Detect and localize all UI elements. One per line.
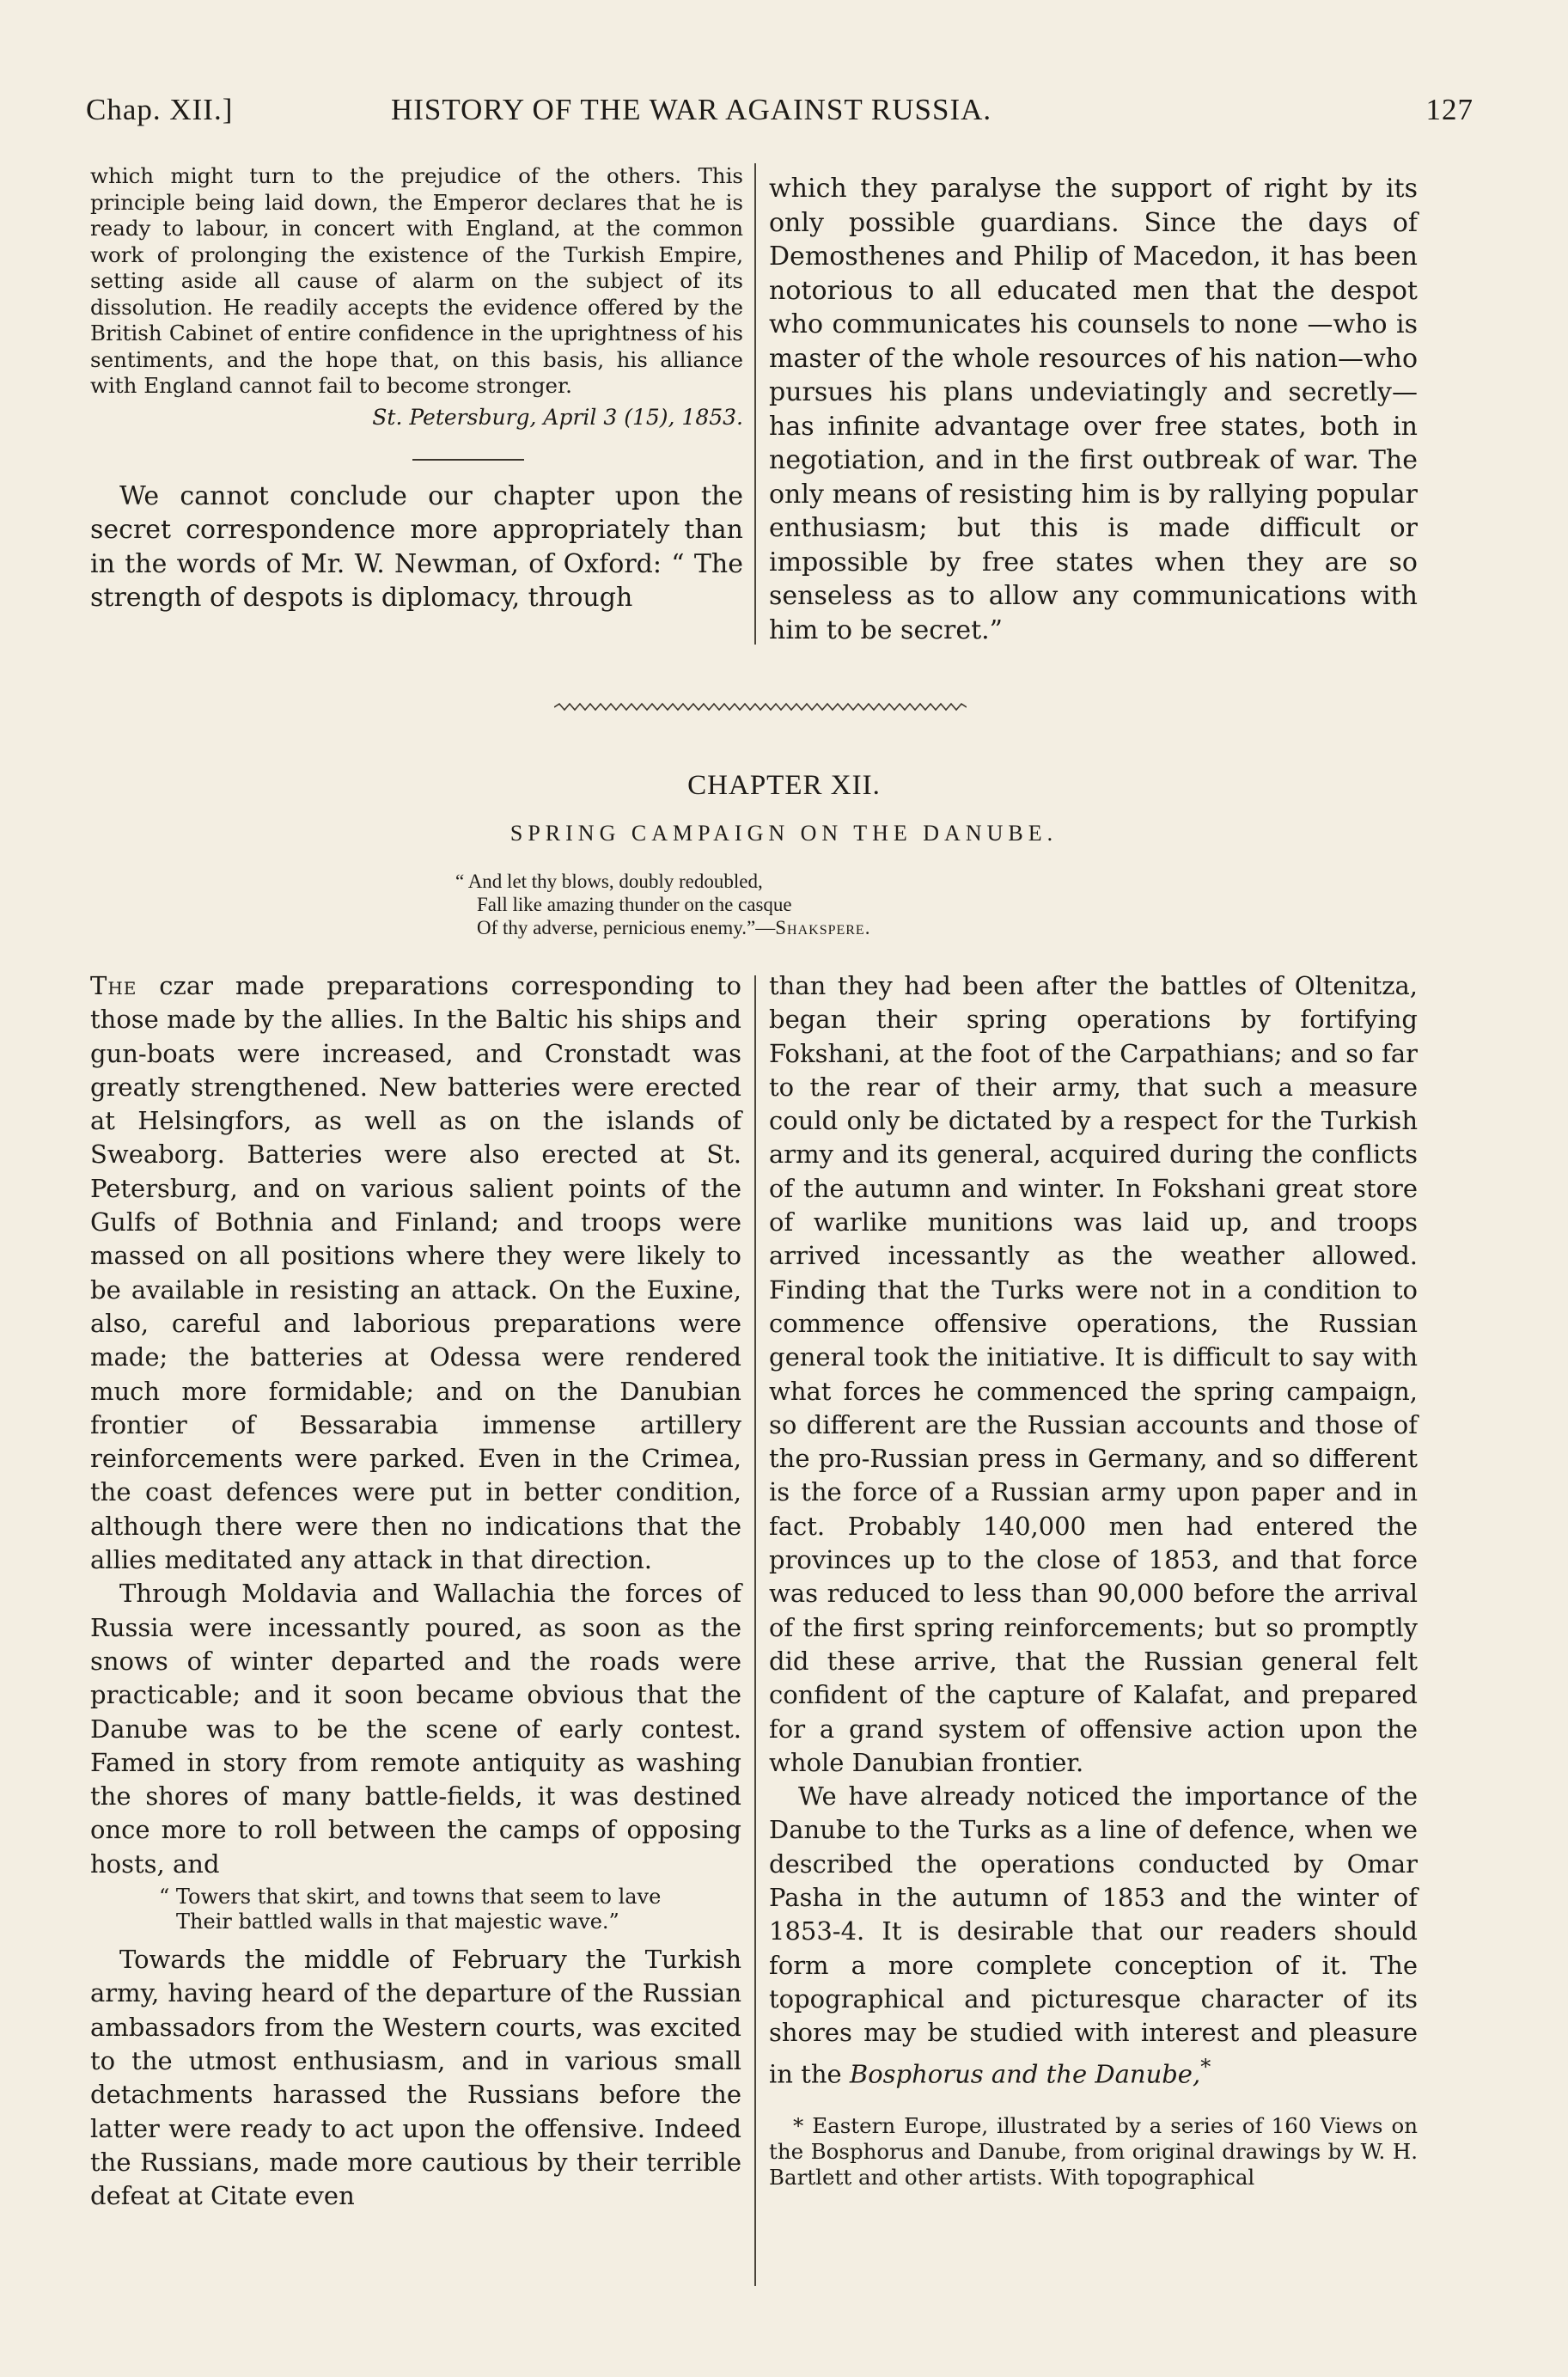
section-divider — [412, 459, 524, 461]
body-right-column — [769, 969, 1418, 2191]
paragraph: Through Moldavia and Wallachia the forces of Russia were incessantly poured, as soon as the snows of winter departed and the roads were practicable; and it soon became obvious that the Danube was to be the scene of early contest. Famed in story from remote antiquity as washing the shores of many battle-fields, it was destined once more to roll between the camps of opposing hosts, and — [90, 1579, 741, 1879]
paragraph — [90, 969, 741, 1577]
epigraph-line — [455, 916, 1143, 939]
verse-quote — [159, 1885, 741, 1934]
paragraph-text: czar made preparations corresponding to those made by the allies. In the Baltic his ships and gun-boats were increased, and Cronstadt was greatly strengthened. New batteries were erected at Helsingfors, as well as on the islands of Sweaborg. Batteries were also erected at St. Petersburg, and on various salient points of the Gulfs of Bothnia and Finland; and troops were massed on all positions where they were likely to be available in resisting an attack. On the Euxine, also, careful and laborious preparations were made; the batteries at Odessa were rendered much more formidable; and on the Danubian frontier of Bessarabia immense artillery reinforcements were parked. Even in the Crimea, the coast defences were put in better condition, although there were then no indications that the allies meditated any attack in that direction. — [90, 971, 742, 1575]
top-column-rule — [754, 163, 756, 645]
newman-quote-continued: which they paralyse the support of right by its only possible guardians. Since the days of Demosthenes and Philip of Macedon, it has been notorious to all educated men that the despot who communicates his counsels to none —who is master of the whole resources of his nation—who pursues his plans undeviatingly and secretly—has infinite advantage over free states, both in negotiation, and in the first outbreak of war. The only means of resisting him is by rallying popular enthusiasm; but this is made difficult or impossible by free states when they are so senseless as to allow any communications with him to be secret.” — [769, 174, 1418, 645]
chapter-number: CHAPTER XII. — [687, 770, 881, 801]
epigraph-line-text: Of thy adverse, pernicious enemy.”— — [477, 917, 776, 938]
conclusion-paragraph: We cannot conclude our chapter upon the secret correspondence more appropriately than in the words of Mr. W. Newman, of Oxford: “ The strength of despots is diplomacy, through — [90, 480, 743, 613]
chapter-subtitle: SPRING CAMPAIGN ON THE DANUBE. — [509, 821, 1059, 846]
chapter-reference: Chap. XII.] — [86, 93, 234, 126]
lead-word: The — [90, 971, 137, 1000]
running-head — [86, 93, 1473, 136]
dispatch-excerpt: which might turn to the prejudice of the others. This principle being laid down, the Emperor declares that he is ready to labour, in concert with England, at the common work of prolonging the existence of the Turkish Empire, setting aside all cause of alarm on the subject of its dissolution. He readily accepts the evidence offered by the British Cabinet of entire confidence in the uprightness of his sentiments, and the hope that, on this basis, his alliance with England cannot fail to become stronger. — [90, 163, 743, 398]
top-left-column — [90, 163, 743, 615]
epigraph-line: “ And let thy blows, doubly redoubled, — [455, 871, 763, 892]
paragraph: Towards the middle of February the Turkish army, having heard of the departure of the Russian ambassadors from the Western courts, was excited to the utmost enthusiasm, and in various small detachments harassed the Russians before the latter were ready to act upon the offensive. Indeed the Russians, made more cautious by their terrible defeat at Citate even — [90, 1945, 741, 2211]
paragraph — [769, 1780, 1418, 2091]
footnote: * Eastern Europe, illustrated by a series of 160 Views on the Bosphorus and Danube, from original drawings by W. H. Bartlett and other artists. With topographical — [769, 2113, 1418, 2191]
verse-line: “ Towers that skirt, and towns that seem to lave — [159, 1885, 662, 1910]
dispatch-signoff: St. Petersburg, April 3 (15), 1853. — [372, 404, 743, 430]
ornamental-divider — [554, 701, 967, 713]
page-number: 127 — [1425, 93, 1473, 126]
running-title: HISTORY OF THE WAR AGAINST RUSSIA. — [391, 93, 992, 126]
body-column-rule — [754, 975, 756, 2286]
epigraph-line: Fall like amazing thunder on the casque — [477, 894, 792, 915]
top-right-column — [769, 172, 1418, 647]
epigraph — [455, 870, 1143, 939]
book-title: Bosphorus and the Danube, — [849, 2059, 1201, 2089]
body-left-column — [90, 969, 741, 2213]
footnote-marker: * — [1200, 2054, 1211, 2079]
epigraph-author: Shakspere. — [775, 917, 871, 938]
verse-line: Their battled walls in that majestic wave.” — [176, 1910, 619, 1934]
paragraph: than they had been after the battles of Oltenitza, began their spring operations by fortifying Fokshani, at the foot of the Carpathians; and so far to the rear of their army, that such a measure could only be dictated by a respect for the Turkish army and its general, acquired during the conflicts of the autumn and winter. In Fokshani great store of warlike munitions was laid up, and troops arrived incessantly as the weather allowed. Finding that the Turks were not in a condition to commence offensive operations, the Russian general took the initiative. It is difficult to say with what forces he commenced the spring campaign, so different are the Russian accounts and those of the pro-Russian press in Germany, and so different is the force of a Russian army upon paper and in fact. Probably 140,000 men had entered the provinces up to the close of 1853, and that force was reduced to less than 90,000 before the arrival of the first spring reinforcements; but so promptly did these arrive, that the Russian general felt confident of the capture of Kalafat, and prepared for a grand system of offensive action upon the whole Danubian frontier. — [769, 971, 1418, 1777]
paragraph-text: We have already noticed the importance of the Danube to the Turks as a line of defence, when we described the operations conducted by Omar Pasha in the autumn of 1853 and the winter of 1853-4. It is desirable that our readers should form a more complete conception of it. The topographical and picturesque character of its shores may be studied with interest and pleasure in the — [769, 1781, 1418, 2089]
